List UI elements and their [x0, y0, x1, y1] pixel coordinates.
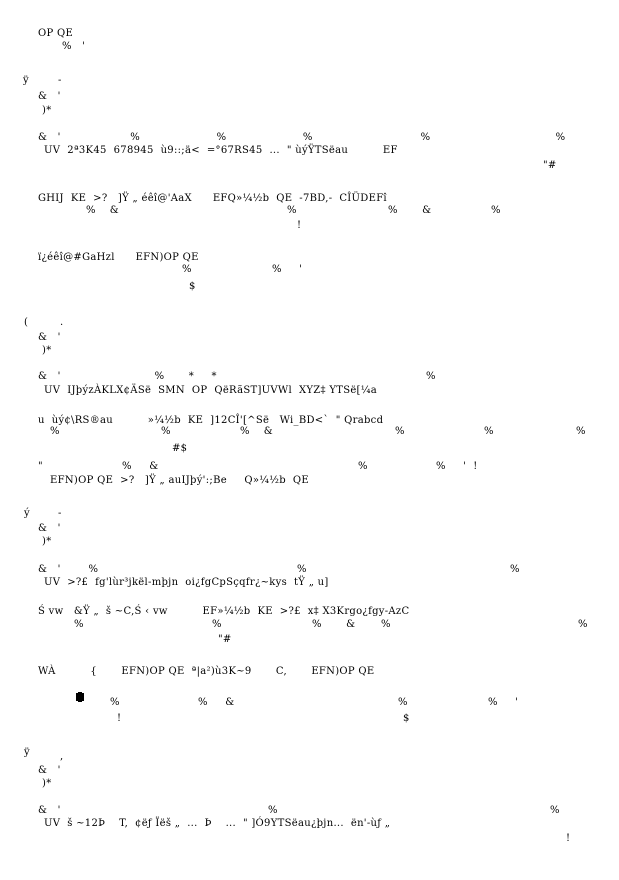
text-line-20: (: [24, 317, 29, 328]
text-line-57: %: [110, 697, 120, 708]
text-line-3: ÿ: [23, 75, 29, 86]
text-line-14: %: [491, 205, 501, 216]
text-line-34: #$: [172, 443, 188, 454]
glyph-mark: [60, 682, 85, 715]
text-line-7: & ' % % % % %: [38, 132, 566, 143]
text-line-68: %: [268, 805, 278, 816]
text-line-4: -: [58, 75, 62, 86]
text-line-26: UV IJþýzÀKLX¢ÄSë SMN OP QëRãST]UVWl XYZ‡ YTSë[¼a: [44, 385, 378, 396]
text-line-65: & ': [38, 765, 61, 776]
text-line-40: ý: [24, 508, 30, 519]
text-line-62: $: [403, 713, 410, 724]
text-line-70: UV š ~12Þ T, ¢ëƒ Ïëš „ ... Þ ... " ]Ó9YTSëau¿þjn... ën'-ùƒ „: [44, 818, 391, 829]
text-line-42: & ': [38, 523, 61, 534]
text-line-29: %: [161, 426, 171, 437]
symbol-glyph: [75, 692, 85, 702]
text-line-9: "#: [543, 160, 557, 171]
text-line-10: GHIJ KE >? ]Ÿ „ éêî@'AaX EFQ»¼½b QE -7BD,- CÎÜDEFî: [38, 193, 387, 204]
text-line-28: %: [50, 426, 60, 437]
text-line-33: %: [576, 426, 586, 437]
text-line-13: % &: [388, 205, 432, 216]
text-line-53: %: [578, 619, 588, 630]
text-line-23: )*: [42, 345, 52, 356]
text-line-12: %: [287, 205, 297, 216]
text-line-54: "#: [218, 634, 232, 645]
text-line-46: %: [510, 564, 520, 575]
text-line-22: & ': [38, 332, 61, 343]
text-line-64: ,: [60, 751, 64, 762]
text-line-17: %: [182, 264, 192, 275]
text-line-45: %: [297, 564, 307, 575]
text-line-36: % &: [122, 461, 159, 472]
text-line-16: ï¿éêî@#GaHzl EFN)OP QE: [38, 252, 199, 263]
text-line-25: %: [426, 371, 436, 382]
text-line-35: ": [38, 461, 43, 472]
text-line-43: )*: [42, 536, 52, 547]
text-line-58: % &: [198, 697, 235, 708]
text-line-38: % ' !: [436, 461, 478, 472]
text-line-47: UV >?£ fg'lùr³jkël-mþjn oi¿fgCpSçqfr¿~kys tŸ „ u]: [44, 577, 329, 588]
text-line-61: !: [117, 713, 122, 724]
text-line-5: & ': [38, 91, 61, 102]
text-line-55: WÀ { EFN)OP QE ª|a²)ù3K~9 C, EFN)OP QE: [38, 666, 375, 677]
text-line-71: !: [566, 833, 571, 844]
text-line-15: !: [297, 220, 302, 231]
text-line-67: & ': [38, 805, 61, 816]
text-line-39: EFN)OP QE >? ]Ÿ „ auIJþý':;Be Q»¼½b QE: [50, 475, 309, 486]
text-line-69: %: [550, 805, 560, 816]
text-line-6: )*: [42, 105, 52, 116]
text-line-59: %: [398, 697, 408, 708]
text-line-66: )*: [42, 778, 52, 789]
text-line-48: Ś vw &Ÿ „ š ~C,Ś ‹ vw EF»¼½b KE >?£ x‡ X3Krgo¿fgy-AzC: [38, 606, 410, 617]
text-line-30: % &: [240, 426, 273, 437]
text-line-31: %: [395, 426, 405, 437]
text-line-51: % &: [312, 619, 356, 630]
text-line-11: % &: [86, 205, 119, 216]
text-line-41: -: [58, 508, 62, 519]
text-line-49: %: [74, 619, 84, 630]
text-line-37: %: [358, 461, 368, 472]
text-line-8: UV 2ª3K45 678945 ù9::;ä< =°67RS45 ... " ùýŸTSëau EF: [44, 145, 398, 156]
text-line-2: % ': [62, 41, 86, 52]
text-line-32: %: [484, 426, 494, 437]
text-line-21: .: [60, 317, 64, 328]
text-line-19: $: [189, 281, 196, 292]
text-line-1: OP QE: [38, 28, 74, 39]
text-line-24: & ' % * *: [38, 371, 217, 382]
text-line-27: u ùý¢\RS®au »¼½b KE ]12CÎ'[^Së Wi_BD<` " Qrabcd: [38, 415, 384, 426]
text-line-52: %: [381, 619, 391, 630]
text-line-18: % ': [272, 264, 303, 275]
text-line-44: & ' %: [38, 564, 99, 575]
text-line-50: %: [212, 619, 222, 630]
text-line-60: % ': [488, 697, 519, 708]
text-line-63: ÿ: [24, 747, 30, 758]
